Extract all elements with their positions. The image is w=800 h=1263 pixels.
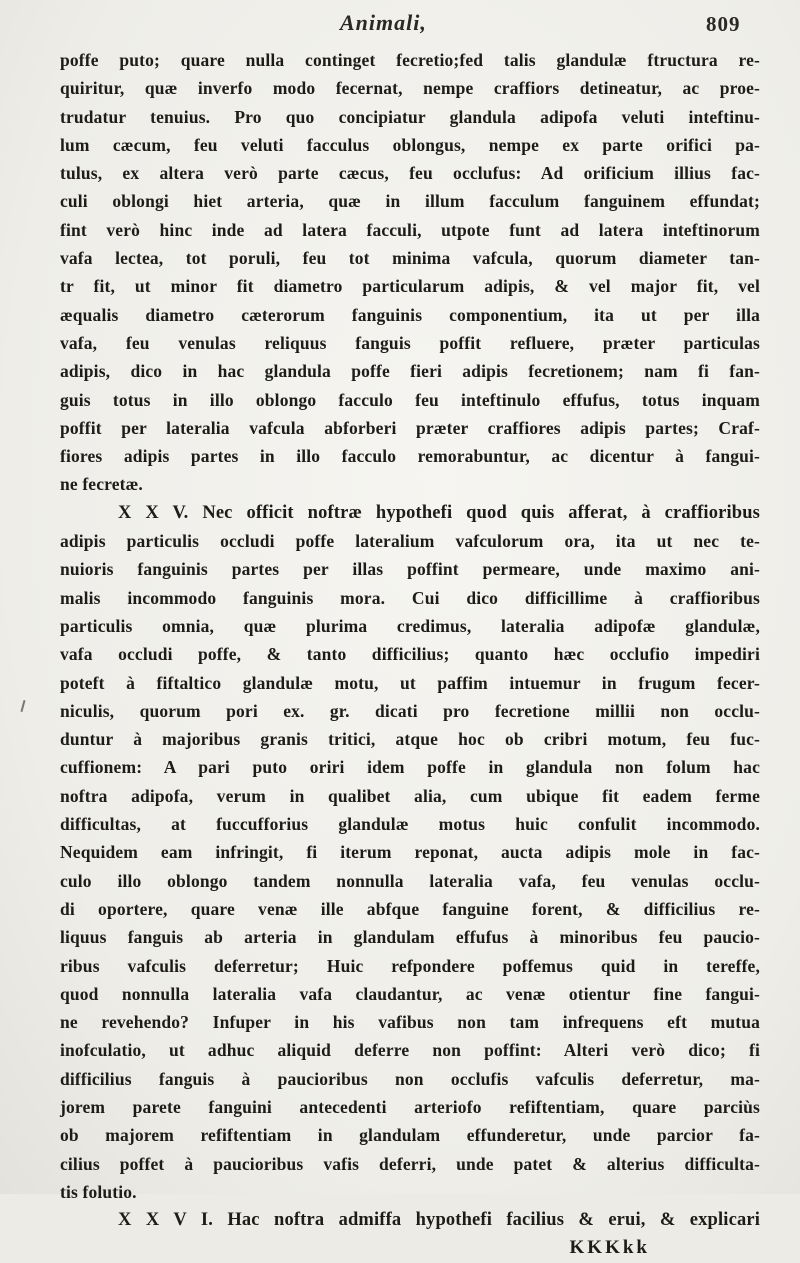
text-line: poteft à fiftaltico glandulæ motu, ut paffim intuemur in frugum fecer- [60, 672, 760, 693]
text-line: inofculatio, ut adhuc aliquid deferre non poffint: Alteri verò dico; fi [60, 1040, 760, 1061]
section-heading-line: X X V. Nec officit noftræ hypothefi quod quis afferat, à craffioribus [118, 502, 760, 523]
text-line: ne revehendo? Infuper in his vafibus non tam infrequens eft mutua [60, 1012, 760, 1033]
body-text [60, 46, 760, 1263]
text-line: nuioris fanguinis partes per illas poffint permeare, unde maximo ani- [60, 559, 760, 580]
text-line: niculis, quorum pori ex. gr. dicati pro fecretione millii non occlu- [60, 700, 760, 721]
text-line: ne fecretæ. [60, 474, 143, 495]
text-line: particulis omnia, quæ plurima credimus, lateralia adipofæ glandulæ, [60, 615, 760, 636]
text-line: quiritur, quæ inverfo modo fecernat, nempe craffiors detineatur, ac proe- [60, 78, 760, 99]
text-line: jorem parete fanguini antecedenti arteriofo refiftentiam, quare parciùs [60, 1096, 760, 1117]
text-line: malis incommodo fanguinis mora. Cui dico difficillime à craffioribus [60, 587, 760, 608]
signature-mark: KKKkk [569, 1237, 650, 1259]
text-line: di oportere, quare venæ ille abfque fanguine forent, & difficilius re- [60, 898, 760, 919]
text-line: ribus vafculis deferretur; Huic refpondere poffemus quid in tereffe, [60, 955, 760, 976]
text-line: poffit per lateralia vafcula abforberi præter craffiores adipis partes; Craf- [60, 417, 760, 438]
text-line: culo illo oblongo tandem nonnulla lateralia vafa, feu venulas occlu- [60, 870, 760, 891]
text-line: trudatur tenuius. Pro quo concipiatur glandula adipofa veluti inteftinu- [60, 106, 760, 127]
text-line: tulus, ex altera verò parte cæcus, feu occlufus: Ad orificium illius fac- [60, 163, 760, 184]
text-line: fiores adipis partes in illo facculo remorabuntur, ac dicentur à fangui- [60, 446, 760, 467]
text-line: guis totus in illo oblongo facculo feu inteftinulo effufus, totus inquam [60, 389, 760, 410]
text-line: culi oblongi hiet arteria, quæ in illum facculum fanguinem effundat; [60, 191, 760, 212]
running-head: Animali, [340, 10, 427, 35]
text-line: duntur à majoribus granis tritici, atque hoc ob cribri motum, feu fuc- [60, 729, 760, 750]
text-line: liquus fanguis ab arteria in glandulam effufus à minoribus feu paucio- [60, 927, 760, 948]
text-line: quod nonnulla lateralia vafa claudantur, ac venæ otientur fine fangui- [60, 983, 760, 1004]
text-line: cuffionem: A pari puto oriri idem poffe in glandula non folum hac [60, 757, 760, 778]
text-line: vafa occludi poffe, & tanto difficilius; quanto hæc occlufio impediri [60, 644, 760, 665]
page-header [0, 10, 800, 44]
text-line: difficultas, at fuccufforius glandulæ motus huic confulit incommodo. [60, 814, 760, 835]
page-number: 809 [706, 12, 741, 36]
text-line: æqualis diametro cæterorum fanguinis componentium, ita ut per illa [60, 304, 760, 325]
text-line: vafa lectea, tot poruli, feu tot minima vafcula, quorum diameter tan- [60, 248, 760, 269]
text-line: cilius poffet à paucioribus vafis deferri, unde patet & alterius difficulta- [60, 1153, 760, 1174]
text-line: Nequidem eam infringit, fi iterum reponat, aucta adipis mole in fac- [60, 842, 760, 863]
text-line: tr fit, ut minor fit diametro particularum adipis, & vel major fit, vel [60, 276, 760, 297]
section-heading-line: X X V I. Hac noftra admiffa hypothefi facilius & erui, & explicari [118, 1210, 760, 1231]
text-line: noftra adipofa, verum in qualibet alia, cum ubique fit eadem ferme [60, 785, 760, 806]
text-line: poffe puto; quare nulla continget fecretio;fed talis glandulæ ftructura re- [60, 50, 760, 70]
text-line: fint verò hinc inde ad latera facculi, utpote funt ad latera inteftinorum [60, 219, 760, 240]
text-line: adipis particulis occludi poffe lateralium vafculorum ora, ita ut nec te- [60, 531, 760, 552]
text-line: vafa, feu venulas reliquus fanguis poffit refluere, præter particulas [60, 332, 760, 353]
text-line: adipis, dico in hac glandula poffe fieri adipis fecretionem; nam fi fan- [60, 361, 760, 382]
text-line: difficilius fanguis à paucioribus non occlufis vafculis deferretur, ma- [60, 1068, 760, 1089]
margin-mark [20, 700, 25, 712]
text-line: ob majorem refiftentiam in glandulam effunderetur, unde parcior fa- [60, 1125, 760, 1146]
text-line: lum cæcum, feu veluti facculus oblongus, nempe ex parte orifici pa- [60, 134, 760, 155]
text-line: tis folutio. [60, 1181, 137, 1202]
